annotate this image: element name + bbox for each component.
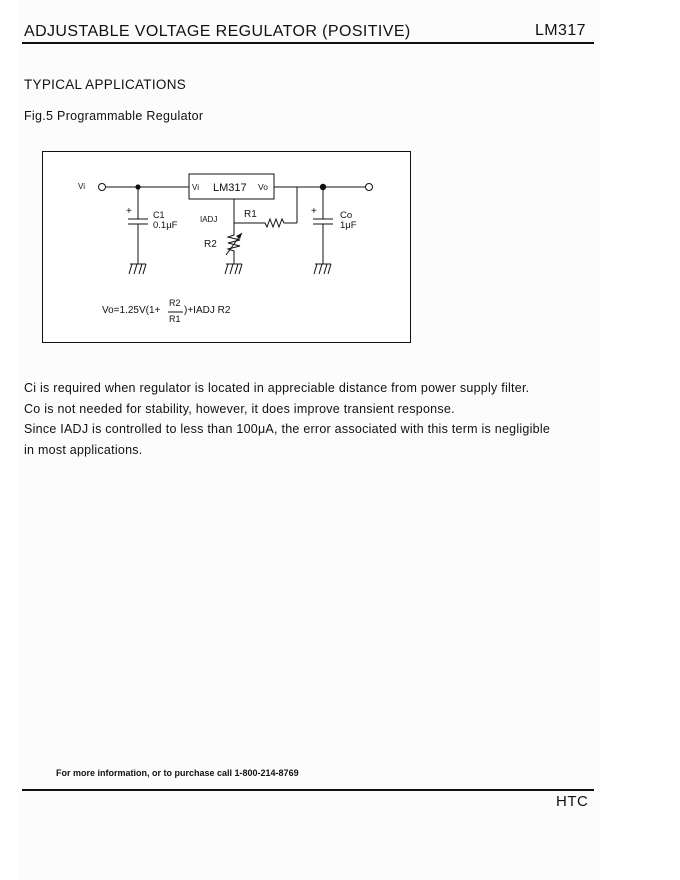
- co-plus-label: +: [311, 206, 317, 217]
- r2-label: R2: [204, 239, 217, 250]
- co-value-label: 1μF: [340, 220, 357, 231]
- figure-caption: Fig.5 Programmable Regulator: [24, 109, 204, 123]
- input-terminal: [99, 184, 106, 191]
- ic-output-pin-label: Vo: [258, 182, 268, 192]
- body-line-4: in most applications.: [24, 442, 143, 457]
- body-line-3: Since IADJ is controlled to less than 100μA, the error associated with this term is negligible: [24, 422, 551, 436]
- output-terminal: [366, 184, 373, 191]
- c1-value-label: 0.1μF: [153, 220, 178, 231]
- c1-name-label: C1: [153, 210, 165, 220]
- footer-rule: [22, 789, 594, 791]
- section-heading: TYPICAL APPLICATIONS: [24, 77, 187, 92]
- ic-input-pin-label: Vi: [192, 183, 199, 192]
- iadj-label: IADJ: [200, 215, 218, 224]
- body-line-2: Co is not needed for stability, however, it does improve transient response.: [24, 401, 455, 416]
- brand-name: HTC: [556, 793, 589, 810]
- c1-plus-label: +: [126, 206, 132, 217]
- body-line-1: Ci is required when regulator is located in appreciable distance from power supply filter.: [24, 381, 530, 395]
- formula-numerator: R2: [169, 298, 181, 308]
- contact-line: For more information, or to purchase call 1-800-214-8769: [56, 768, 299, 778]
- ic-name-label: LM317: [213, 182, 247, 194]
- formula-left: Vo=1.25V(1+: [102, 305, 161, 316]
- output-junction: [320, 184, 326, 190]
- page-title: ADJUSTABLE VOLTAGE REGULATOR (POSITIVE): [24, 23, 411, 40]
- vin-label: Vi: [78, 182, 85, 191]
- r1-label: R1: [244, 209, 257, 220]
- header-rule: [22, 42, 594, 44]
- part-number: LM317: [535, 22, 586, 39]
- description-text: [24, 378, 550, 460]
- programmable-regulator-schematic: [42, 151, 411, 343]
- formula-denominator: R1: [169, 314, 181, 324]
- formula-right: )+IADJ R2: [184, 305, 231, 316]
- input-junction: [135, 184, 140, 189]
- co-name-label: Co: [340, 210, 353, 221]
